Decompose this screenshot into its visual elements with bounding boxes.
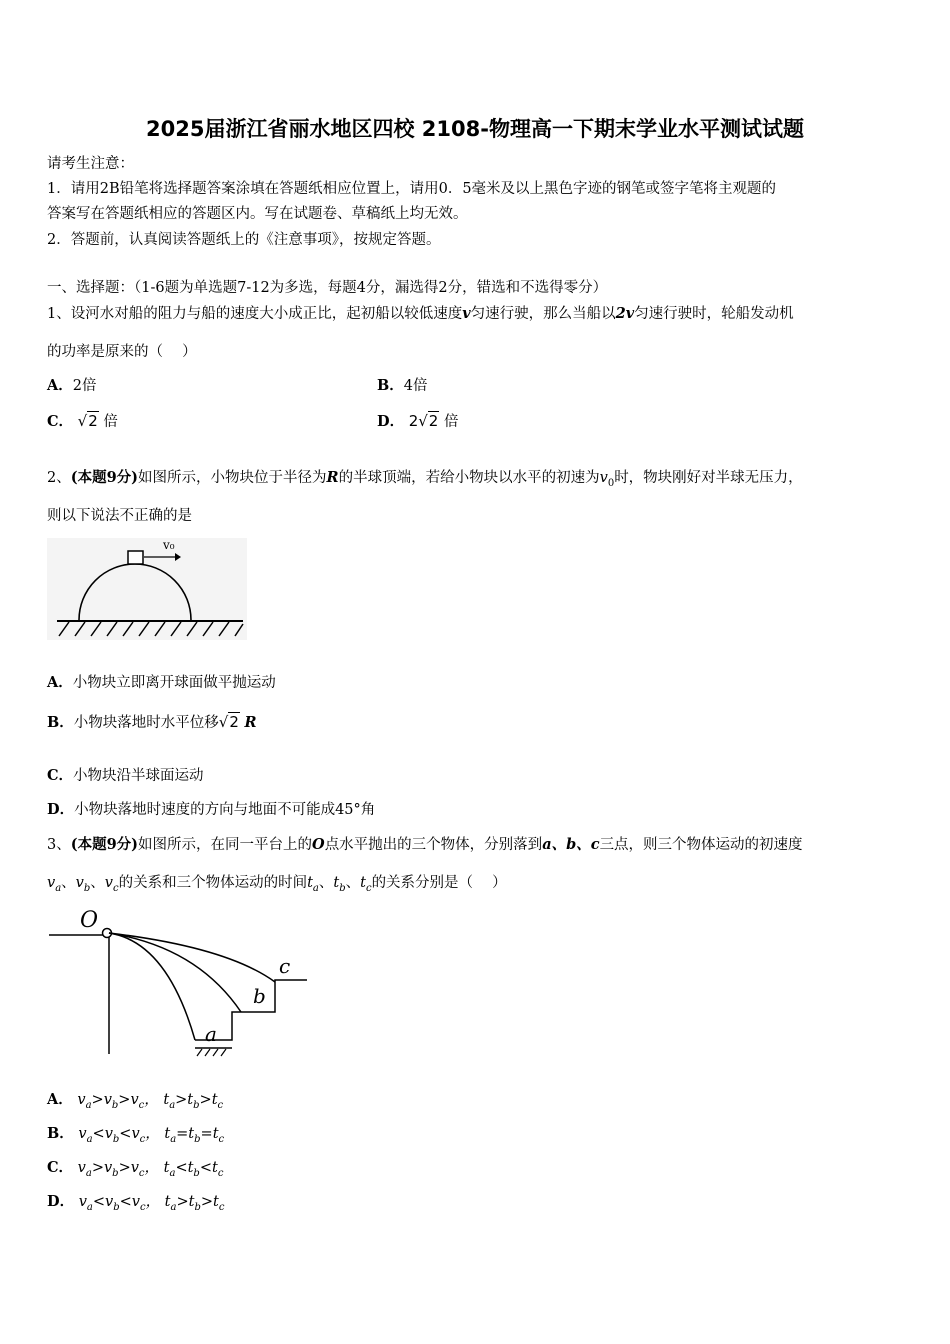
q2-option-a-label: A． bbox=[47, 674, 73, 691]
projectile-figure bbox=[47, 902, 312, 1062]
q1-option-a-label: A． bbox=[47, 377, 73, 394]
q3-option-a-label: A． bbox=[47, 1091, 73, 1108]
q3-option-c-v: $v_a>v_b>v_c$， bbox=[77, 1160, 160, 1179]
q2-option-a[interactable] bbox=[47, 671, 276, 692]
q2-option-d[interactable] bbox=[47, 798, 375, 819]
q3-option-a-v: $v_a>v_b>v_c$， bbox=[77, 1092, 159, 1111]
label-O: O bbox=[80, 908, 99, 933]
trajectory-c bbox=[109, 933, 275, 982]
sqrt-symbol: √2 bbox=[218, 713, 239, 731]
q3-option-d[interactable] bbox=[47, 1190, 224, 1213]
notice-heading: 请考生注意： bbox=[47, 156, 134, 172]
q3-abc: a、b、c bbox=[542, 836, 600, 853]
q3-option-d-v: $v_a<v_b<v_c$， bbox=[78, 1194, 161, 1213]
q3-num: 3、 bbox=[47, 837, 71, 853]
q1-option-a-text: 2倍 bbox=[72, 378, 97, 394]
q2-var-v0: v bbox=[599, 470, 608, 486]
v0-label: v₀ bbox=[163, 538, 175, 552]
q1-var-v: v bbox=[462, 305, 471, 322]
q2-stem-b: 的半球顶端，若给小物块以水平的初速为 bbox=[338, 470, 600, 486]
q3-option-c-label: C． bbox=[47, 1159, 74, 1176]
q1-option-d[interactable] bbox=[377, 410, 458, 431]
trajectory-a bbox=[109, 933, 195, 1040]
q2-option-d-text: 小物块落地时速度的方向与地面不可能成45°角 bbox=[74, 802, 376, 818]
q2-option-b-label: B． bbox=[47, 714, 74, 731]
q3-option-b-label: B． bbox=[47, 1125, 74, 1142]
q2-stem bbox=[47, 466, 803, 489]
q3-stem-a: 如图所示，在同一平台上的 bbox=[138, 837, 313, 853]
q2-option-b-text: 小物块落地时水平位移 bbox=[73, 715, 219, 731]
q2-stem-a: 如图所示，小物块位于半径为 bbox=[138, 470, 327, 486]
q2-option-b-R: R bbox=[244, 714, 257, 731]
q2-num: 2、 bbox=[47, 470, 71, 486]
sqrt-symbol: √2 bbox=[418, 412, 439, 430]
q3-stem-c: 三点，则三个物体运动的初速度 bbox=[599, 837, 803, 853]
q1-option-d-unit: 倍 bbox=[443, 414, 459, 430]
notice-line-1: 1．请用2B铅笔将选择题答案涂填在答题纸相应位置上，请用0．5毫米及以上黑色字迹的钢笔或签字笔将主观题的 bbox=[47, 181, 777, 197]
q1-var-2v: 2v bbox=[615, 305, 635, 322]
label-a: a bbox=[205, 1022, 217, 1046]
q3-stem bbox=[47, 833, 803, 854]
q3-line2-text: 的关系和三个物体运动的时间 bbox=[118, 875, 308, 891]
q3-line2-end: 的关系分别是（ ） bbox=[371, 875, 507, 891]
q1-stem-b: 匀速行驶，那么当船以 bbox=[470, 306, 616, 322]
q3-option-c[interactable] bbox=[47, 1156, 223, 1179]
q1-option-b[interactable] bbox=[377, 374, 428, 395]
q3-stem-line2: $v_a$、$v_b$、$v_c$的关系和三个物体运动的时间$t_a$、$t_b$、$t_c$的关系分别是（ ） bbox=[47, 875, 507, 894]
q3-option-d-label: D． bbox=[47, 1193, 75, 1210]
q3-option-a-t: $t_a>t_b>t_c$ bbox=[163, 1092, 224, 1111]
q1-stem-a: 1、设河水对船的阻力与船的速度大小成正比，起初船以较低速度 bbox=[47, 306, 463, 322]
q3-tag: (本题9分) bbox=[70, 836, 139, 853]
sqrt-symbol: √2 bbox=[77, 412, 98, 430]
q2-var-R: R bbox=[326, 469, 339, 486]
q1-stem bbox=[47, 302, 794, 323]
q3-stem-b: 点水平抛出的三个物体，分别落到 bbox=[324, 837, 543, 853]
q2-option-d-label: D． bbox=[47, 801, 75, 818]
q2-stem-c: 时，物块刚好对半球无压力， bbox=[614, 470, 803, 486]
section-heading: 一、选择题：（1-6题为单选题7-12为多选，每题4分，漏选得2分，错选和不选得零分） bbox=[47, 280, 608, 296]
q2-sub0: 0 bbox=[607, 477, 615, 489]
q1-option-b-label: B． bbox=[377, 377, 404, 394]
block-icon bbox=[128, 551, 143, 564]
q3-option-b-t: $t_a=t_b=t_c$ bbox=[164, 1126, 225, 1145]
label-b: b bbox=[253, 984, 266, 1008]
q2-option-c-text: 小物块沿半球面运动 bbox=[73, 768, 204, 784]
q1-option-c-unit: 倍 bbox=[103, 414, 118, 430]
q1-option-a[interactable] bbox=[47, 374, 97, 395]
q2-option-b[interactable] bbox=[47, 711, 257, 732]
q1-option-d-coef: 2 bbox=[408, 412, 419, 430]
q3-option-b[interactable] bbox=[47, 1122, 224, 1145]
notice-line-3: 2．答题前，认真阅读答题纸上的《注意事项》，按规定答题。 bbox=[47, 232, 441, 248]
q2-option-c-label: C． bbox=[47, 767, 74, 784]
q1-option-c-label: C． bbox=[47, 413, 74, 430]
q1-option-d-label: D． bbox=[377, 413, 405, 430]
q2-option-a-text: 小物块立即离开球面做平抛运动 bbox=[72, 675, 276, 691]
label-c: c bbox=[279, 954, 291, 978]
q3-option-c-t: $t_a<t_b<t_c$ bbox=[163, 1160, 224, 1179]
q1-stem-line2: 的功率是原来的（ ） bbox=[47, 344, 197, 360]
q3-option-d-t: $t_a>t_b>t_c$ bbox=[164, 1194, 225, 1213]
notice-line-2: 答案写在答题纸相应的答题区内。写在试题卷、草稿纸上均无效。 bbox=[47, 206, 468, 222]
page-title: 2025届浙江省丽水地区四校 2108-物理高一下期末学业水平测试试题 bbox=[146, 117, 804, 141]
q1-option-b-text: 4倍 bbox=[403, 378, 428, 394]
hemisphere-figure bbox=[47, 538, 247, 640]
q3-var-O: O bbox=[312, 836, 325, 853]
q2-tag: (本题9分) bbox=[70, 469, 139, 486]
q2-option-c[interactable] bbox=[47, 764, 204, 785]
q2-stem-line2: 则以下说法不正确的是 bbox=[47, 508, 192, 524]
q3-option-b-v: $v_a<v_b<v_c$， bbox=[78, 1126, 160, 1145]
q1-stem-c: 匀速行驶时，轮船发动机 bbox=[634, 306, 794, 322]
q3-option-a[interactable] bbox=[47, 1088, 223, 1111]
trajectory-b bbox=[109, 933, 241, 1012]
q1-option-c[interactable] bbox=[47, 410, 118, 431]
